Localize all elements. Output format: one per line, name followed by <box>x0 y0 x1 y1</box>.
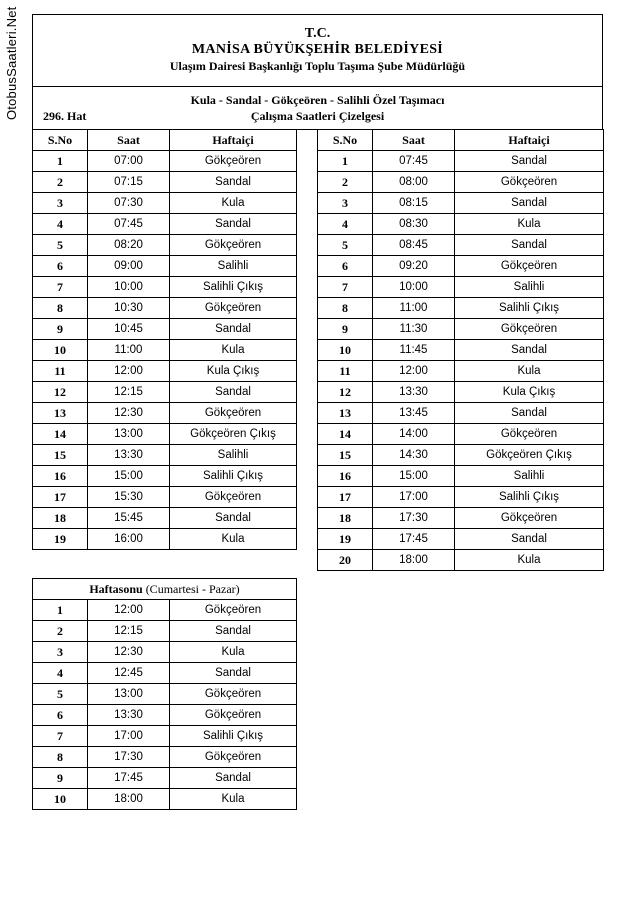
table-row <box>318 508 604 529</box>
row-number: 1 <box>33 600 88 621</box>
row-time: 10:00 <box>373 277 455 298</box>
row-time: 11:00 <box>88 340 170 361</box>
row-number: 15 <box>318 445 373 466</box>
header-municipality: MANİSA BÜYÜKŞEHİR BELEDİYESİ <box>191 42 444 57</box>
row-destination: Sandal <box>455 235 604 256</box>
table-row <box>318 403 604 424</box>
weekend-table <box>32 578 297 810</box>
table-row <box>33 445 297 466</box>
row-destination: Kula <box>455 214 604 235</box>
row-time: 17:45 <box>373 529 455 550</box>
weekend-title-days: (Cumartesi - Pazar) <box>142 581 240 596</box>
table-row <box>33 600 297 621</box>
row-number: 20 <box>318 550 373 571</box>
row-number: 14 <box>33 424 88 445</box>
row-destination: Salihli Çıkış <box>170 726 297 747</box>
table-row <box>33 621 297 642</box>
row-time: 09:20 <box>373 256 455 277</box>
row-number: 9 <box>33 319 88 340</box>
header-department: Ulaşım Dairesi Başkanlığı Toplu Taşıma Şube Müdürlüğü <box>169 59 466 73</box>
table-row <box>33 529 297 550</box>
row-time: 13:00 <box>88 684 170 705</box>
row-destination: Gökçeören <box>455 172 604 193</box>
table-row <box>33 466 297 487</box>
row-destination: Gökçeören Çıkış <box>170 424 297 445</box>
row-number: 13 <box>318 403 373 424</box>
row-time: 12:30 <box>88 642 170 663</box>
row-destination: Sandal <box>170 663 297 684</box>
table-row <box>318 466 604 487</box>
row-destination: Kula <box>170 193 297 214</box>
row-number: 13 <box>33 403 88 424</box>
row-destination: Salihli <box>455 466 604 487</box>
row-number: 10 <box>33 340 88 361</box>
row-time: 17:30 <box>373 508 455 529</box>
row-destination: Gökçeören <box>455 424 604 445</box>
header-tc: T.C. <box>304 26 331 41</box>
document-header <box>32 14 603 87</box>
table-row <box>33 235 297 256</box>
weekday-table-left <box>32 129 297 550</box>
row-number: 5 <box>33 235 88 256</box>
col-header-weekday: Haftaiçi <box>170 130 297 151</box>
row-destination: Kula <box>170 529 297 550</box>
row-destination: Gökçeören <box>170 684 297 705</box>
row-destination: Salihli Çıkış <box>455 298 604 319</box>
table-row <box>318 193 604 214</box>
row-time: 12:15 <box>88 382 170 403</box>
row-number: 17 <box>33 487 88 508</box>
row-time: 17:30 <box>88 747 170 768</box>
table-row <box>318 235 604 256</box>
row-destination: Sandal <box>170 172 297 193</box>
row-time: 12:15 <box>88 621 170 642</box>
route-title: Kula - Sandal - Gökçeören - Salihli Özel Taşımacı <box>190 93 445 107</box>
row-number: 12 <box>318 382 373 403</box>
table-row <box>33 172 297 193</box>
table-row <box>318 214 604 235</box>
row-number: 6 <box>318 256 373 277</box>
row-time: 13:45 <box>373 403 455 424</box>
row-destination: Gökçeören <box>170 487 297 508</box>
table-row <box>33 642 297 663</box>
row-destination: Salihli Çıkış <box>455 487 604 508</box>
table-row <box>33 789 297 810</box>
row-number: 8 <box>33 298 88 319</box>
row-destination: Salihli Çıkış <box>170 466 297 487</box>
row-destination: Sandal <box>170 621 297 642</box>
row-time: 14:30 <box>373 445 455 466</box>
site-watermark: OtobusSaatleri.Net <box>4 6 19 120</box>
row-time: 08:00 <box>373 172 455 193</box>
row-number: 4 <box>33 214 88 235</box>
row-destination: Gökçeören <box>170 151 297 172</box>
row-number: 8 <box>33 747 88 768</box>
row-number: 5 <box>318 235 373 256</box>
row-destination: Kula Çıkış <box>455 382 604 403</box>
weekend-header-row <box>33 579 297 600</box>
row-time: 08:30 <box>373 214 455 235</box>
route-subtitle: Çalışma Saatleri Çizelgesi <box>250 109 385 123</box>
row-number: 18 <box>33 508 88 529</box>
col-header-time: Saat <box>88 130 170 151</box>
row-destination: Salihli <box>170 445 297 466</box>
row-time: 11:45 <box>373 340 455 361</box>
weekend-title <box>33 579 297 600</box>
row-number: 12 <box>33 382 88 403</box>
row-time: 08:45 <box>373 235 455 256</box>
row-destination: Kula Çıkış <box>170 361 297 382</box>
row-destination: Sandal <box>455 193 604 214</box>
row-time: 12:00 <box>88 361 170 382</box>
table-row <box>33 747 297 768</box>
row-destination: Kula <box>170 642 297 663</box>
row-destination: Gökçeören <box>170 705 297 726</box>
row-destination: Kula <box>455 361 604 382</box>
row-number: 14 <box>318 424 373 445</box>
row-destination: Sandal <box>170 319 297 340</box>
row-time: 11:00 <box>373 298 455 319</box>
table-row <box>33 424 297 445</box>
row-number: 19 <box>318 529 373 550</box>
row-time: 10:45 <box>88 319 170 340</box>
row-number: 16 <box>33 466 88 487</box>
row-number: 19 <box>33 529 88 550</box>
row-destination: Gökçeören <box>170 403 297 424</box>
table-row <box>33 382 297 403</box>
table-row <box>318 487 604 508</box>
row-time: 07:45 <box>88 214 170 235</box>
row-time: 07:45 <box>373 151 455 172</box>
table-row <box>318 424 604 445</box>
row-number: 11 <box>318 361 373 382</box>
row-time: 07:00 <box>88 151 170 172</box>
row-number: 9 <box>33 768 88 789</box>
row-time: 12:45 <box>88 663 170 684</box>
row-time: 12:00 <box>373 361 455 382</box>
table-row <box>33 361 297 382</box>
table-row <box>33 193 297 214</box>
row-number: 2 <box>318 172 373 193</box>
row-number: 18 <box>318 508 373 529</box>
row-destination: Kula <box>170 789 297 810</box>
row-destination: Sandal <box>455 151 604 172</box>
row-time: 15:00 <box>373 466 455 487</box>
weekday-table-right <box>317 129 604 571</box>
row-destination: Kula <box>170 340 297 361</box>
row-time: 10:30 <box>88 298 170 319</box>
table-row <box>318 277 604 298</box>
row-number: 4 <box>33 663 88 684</box>
row-number: 3 <box>318 193 373 214</box>
table-row <box>33 151 297 172</box>
row-destination: Sandal <box>170 768 297 789</box>
table-row <box>318 361 604 382</box>
row-number: 16 <box>318 466 373 487</box>
table-row <box>33 508 297 529</box>
row-destination: Kula <box>455 550 604 571</box>
table-row <box>318 529 604 550</box>
col-header-time: Saat <box>373 130 455 151</box>
row-time: 13:30 <box>88 445 170 466</box>
row-time: 15:30 <box>88 487 170 508</box>
table-row <box>318 256 604 277</box>
row-number: 10 <box>318 340 373 361</box>
row-number: 4 <box>318 214 373 235</box>
route-line-number: 296. Hat <box>43 109 87 123</box>
table-row <box>33 487 297 508</box>
row-time: 10:00 <box>88 277 170 298</box>
row-number: 10 <box>33 789 88 810</box>
row-number: 5 <box>33 684 88 705</box>
row-time: 16:00 <box>88 529 170 550</box>
row-destination: Gökçeören <box>455 256 604 277</box>
table-row <box>33 277 297 298</box>
table-row <box>33 663 297 684</box>
row-time: 17:45 <box>88 768 170 789</box>
table-row <box>318 550 604 571</box>
row-destination: Gökçeören <box>455 319 604 340</box>
row-destination: Sandal <box>170 214 297 235</box>
row-number: 2 <box>33 172 88 193</box>
table-header-row <box>318 130 604 151</box>
row-destination: Sandal <box>170 382 297 403</box>
table-row <box>33 726 297 747</box>
table-row <box>33 214 297 235</box>
row-destination: Sandal <box>455 529 604 550</box>
row-destination: Gökçeören <box>170 235 297 256</box>
row-time: 15:45 <box>88 508 170 529</box>
row-number: 15 <box>33 445 88 466</box>
table-row <box>318 445 604 466</box>
row-time: 13:30 <box>373 382 455 403</box>
row-destination: Gökçeören <box>455 508 604 529</box>
row-number: 17 <box>318 487 373 508</box>
row-time: 17:00 <box>373 487 455 508</box>
table-row <box>33 403 297 424</box>
row-destination: Gökçeören <box>170 600 297 621</box>
row-time: 07:15 <box>88 172 170 193</box>
row-destination: Gökçeören <box>170 298 297 319</box>
row-time: 13:30 <box>88 705 170 726</box>
row-number: 3 <box>33 193 88 214</box>
table-row <box>318 319 604 340</box>
row-time: 09:00 <box>88 256 170 277</box>
table-row <box>33 768 297 789</box>
table-row <box>33 684 297 705</box>
col-header-no: S.No <box>318 130 373 151</box>
row-time: 13:00 <box>88 424 170 445</box>
row-number: 7 <box>318 277 373 298</box>
row-number: 1 <box>33 151 88 172</box>
row-time: 08:15 <box>373 193 455 214</box>
table-row <box>318 298 604 319</box>
row-number: 9 <box>318 319 373 340</box>
row-time: 08:20 <box>88 235 170 256</box>
row-number: 6 <box>33 705 88 726</box>
row-number: 8 <box>318 298 373 319</box>
table-row <box>33 298 297 319</box>
table-row <box>318 382 604 403</box>
row-time: 07:30 <box>88 193 170 214</box>
row-destination: Salihli Çıkış <box>170 277 297 298</box>
row-number: 1 <box>318 151 373 172</box>
table-row <box>33 340 297 361</box>
row-time: 11:30 <box>373 319 455 340</box>
row-time: 18:00 <box>88 789 170 810</box>
row-destination: Sandal <box>455 340 604 361</box>
table-row <box>33 319 297 340</box>
row-destination: Salihli <box>455 277 604 298</box>
row-destination: Salihli <box>170 256 297 277</box>
row-time: 17:00 <box>88 726 170 747</box>
table-row <box>33 705 297 726</box>
row-destination: Sandal <box>455 403 604 424</box>
row-time: 15:00 <box>88 466 170 487</box>
row-destination: Gökçeören <box>170 747 297 768</box>
weekend-title-bold: Haftasonu <box>89 581 143 596</box>
row-number: 7 <box>33 277 88 298</box>
route-header <box>32 86 603 130</box>
row-destination: Sandal <box>170 508 297 529</box>
table-header-row <box>33 130 297 151</box>
col-header-no: S.No <box>33 130 88 151</box>
row-time: 18:00 <box>373 550 455 571</box>
row-destination: Gökçeören Çıkış <box>455 445 604 466</box>
table-row <box>318 172 604 193</box>
col-header-weekday: Haftaiçi <box>455 130 604 151</box>
row-number: 7 <box>33 726 88 747</box>
table-row <box>33 256 297 277</box>
row-number: 6 <box>33 256 88 277</box>
row-time: 12:00 <box>88 600 170 621</box>
row-number: 3 <box>33 642 88 663</box>
table-row <box>318 151 604 172</box>
row-time: 12:30 <box>88 403 170 424</box>
row-number: 2 <box>33 621 88 642</box>
row-number: 11 <box>33 361 88 382</box>
row-time: 14:00 <box>373 424 455 445</box>
table-row <box>318 340 604 361</box>
